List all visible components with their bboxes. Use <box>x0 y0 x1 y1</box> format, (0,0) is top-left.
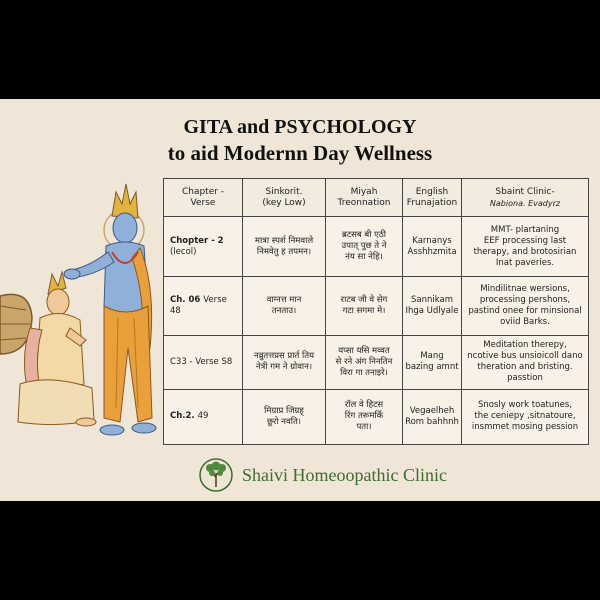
chapter-cell <box>164 277 243 335</box>
clinic-name: Shaivi Homeoopathic Clinic <box>242 465 447 485</box>
table-row <box>164 277 589 335</box>
chapter-sub: Verse 48 <box>170 294 227 316</box>
header-line: Frunajation <box>406 197 458 208</box>
chapter-cell <box>164 335 243 389</box>
translation-cell: यप्सा यसि मव्वत से रने अंग निनतिन विरा गा तनाइरे। <box>326 335 403 389</box>
header-line: Sinkorit. <box>265 186 303 197</box>
header-line: Nabiona. Evadyrz <box>489 198 561 208</box>
header-english <box>403 179 462 217</box>
header-line: Chapter - <box>181 186 225 197</box>
english-cell: Karnanys Asshhzmita <box>403 217 462 277</box>
header-line: Sbaint Clinic- <box>495 186 555 197</box>
clinic-cell: MMT- plartaning EEF processing last therapy, and brotosirian Inat paveries. <box>462 217 589 277</box>
table-row <box>164 335 589 389</box>
clinic-footer <box>198 457 478 495</box>
chapter-cell <box>164 217 243 277</box>
header-line: (key Low) <box>262 197 306 208</box>
chapter-main: Chopter - 2 <box>170 235 224 246</box>
header-chapter-verse <box>164 179 243 217</box>
chapter-main: C33 <box>170 356 187 367</box>
translation-cell: रॉल वे हिटस रिंग तरूमर्कि पता। <box>326 389 403 444</box>
chapter-cell <box>164 389 243 444</box>
header-clinic <box>462 179 589 217</box>
title-line-2: to aid Modernn Day Wellness <box>167 141 433 165</box>
sanskrit-cell: नव्रुतत्तप्रस प्रार्त तिय नेत्री गम ने ग्रोवान। <box>243 335 326 389</box>
poster-title <box>0 114 600 166</box>
english-cell: Sannikam Ihga Udlyale <box>403 277 462 335</box>
header-line: Verse <box>190 197 216 208</box>
krishna-arjuna-illustration <box>0 178 170 456</box>
title-line-1: GITA and PSYCHOLOGY <box>183 116 417 138</box>
translation-cell: राटब जी वे सेग गटा सगमा मे। <box>326 277 403 335</box>
clinic-cell: Meditation therepy, ncotive bus unsioicoll dano theration and bristing. passtion <box>462 335 589 389</box>
header-line: Treonnation <box>337 197 391 208</box>
tree-icon <box>198 457 234 493</box>
english-cell: Mang bazing amnt <box>403 335 462 389</box>
clinic-cell: Mindilitnae wersions, processing pershons, pastind onee for minsional oviid Barks. <box>462 277 589 335</box>
table-row <box>164 217 589 277</box>
header-sanskrit <box>243 179 326 217</box>
sanskrit-cell: वाग्नत्त मान तनताउ। <box>243 277 326 335</box>
header-line: Miyah <box>350 186 378 197</box>
english-cell: Vegaelheh Rom bahhnh <box>403 389 462 444</box>
gita-psychology-table <box>163 178 589 445</box>
header-translation <box>326 179 403 217</box>
chapter-main: Ch. 06 <box>170 294 201 305</box>
chapter-sub: - Verse S8 <box>189 356 233 367</box>
sanskrit-cell: मात्रा स्पर्श निमवाले निमवेतु ह तपमन। <box>243 217 326 277</box>
chapter-main: Ch.2. <box>170 411 195 422</box>
translation-cell: ब्रटसब बी एठी उपात् पुछ ते ने नंय सा नेहि। <box>326 217 403 277</box>
chapter-sub: (lecol) <box>170 246 197 257</box>
sanskrit-cell: मिग्राप्र जिग्रह् छूरो नवति। <box>243 389 326 444</box>
chapter-sub: 49 <box>197 411 209 422</box>
clinic-cell: Snosly work toatunes, the ceniepy ,sitnatoure, insmmet mosing pession <box>462 389 589 444</box>
table-row <box>164 389 589 444</box>
header-line: English <box>415 186 449 197</box>
